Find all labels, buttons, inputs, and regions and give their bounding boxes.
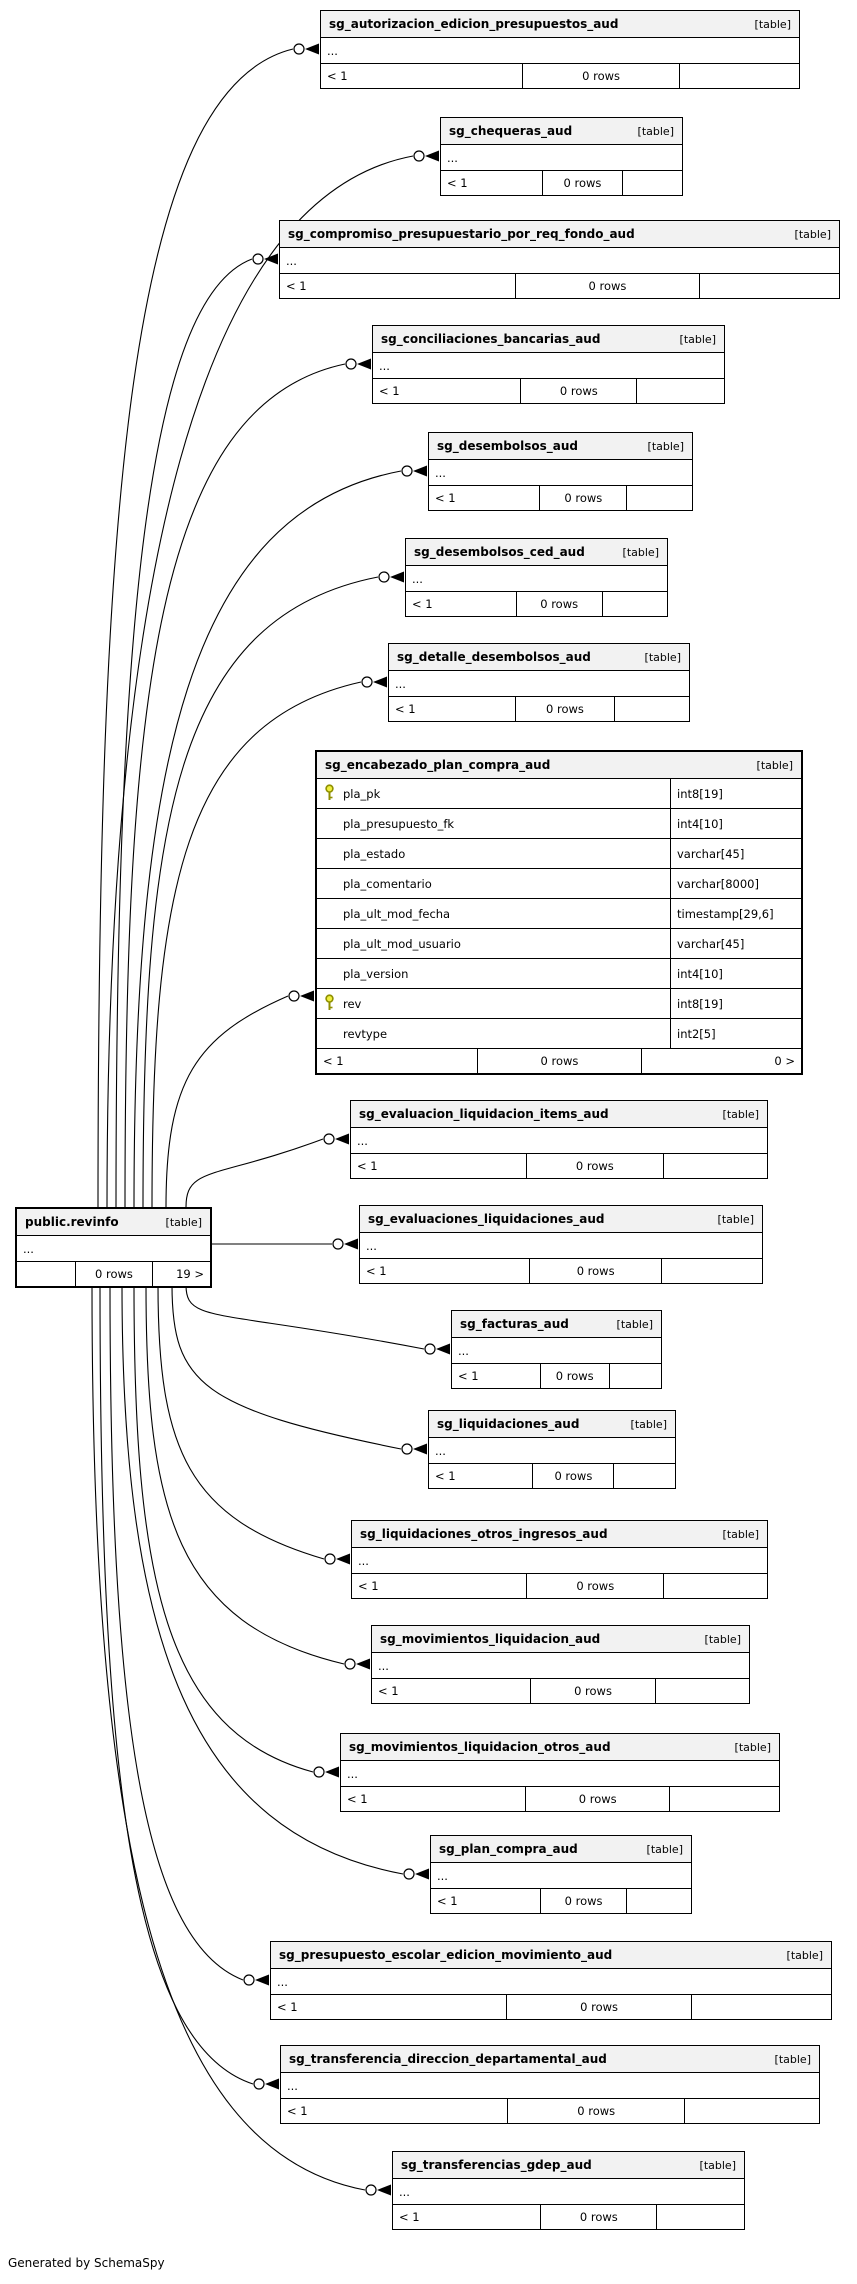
zero-or-many-circle: [314, 1767, 324, 1777]
footer-row-count: 0 rows: [506, 1995, 691, 2019]
hidden-columns-row: ...: [372, 1653, 749, 1679]
hidden-columns-row: ...: [321, 38, 799, 64]
footer-parent-degree: < 1: [435, 491, 456, 505]
table-footer: [372, 1679, 749, 1703]
zero-or-many-circle: [404, 1869, 414, 1879]
table-tag: [table]: [646, 1842, 683, 1856]
table-header-sg_chequeras_aud[interactable]: [441, 118, 682, 145]
footer-row-count: 0 rows: [515, 697, 614, 721]
footer-parent-degree: < 1: [347, 1792, 368, 1806]
footer-row-count: 0 rows: [520, 379, 636, 403]
footer-row-count: 0 rows: [526, 1574, 663, 1598]
table-tag: [table]: [722, 1527, 759, 1541]
footer-row-count: 0 rows: [540, 1889, 626, 1913]
arrowhead: [325, 1767, 339, 1778]
table-footer: [317, 1049, 801, 1073]
table-title[interactable]: sg_encabezado_plan_compra_aud: [325, 758, 551, 772]
table-footer: [321, 64, 799, 88]
table-header-sg_movimientos_liquidacion_aud[interactable]: [372, 1626, 749, 1653]
column-type: int4[10]: [670, 959, 801, 988]
fk-connector-sg_movimientos_liquidacion_aud: [146, 1285, 344, 1664]
hidden-columns-row: ...: [352, 1548, 767, 1574]
table-tag: [table]: [165, 1215, 202, 1229]
footer-child-degree: [626, 1889, 691, 1913]
column-name: pla_ult_mod_fecha: [343, 906, 451, 921]
footer-row-count: 0 rows: [515, 274, 699, 298]
table-tag: [table]: [622, 545, 659, 559]
arrowhead: [390, 572, 404, 583]
arrowhead: [265, 2079, 279, 2090]
footer-child-degree: [655, 1679, 749, 1703]
table-node-sg_liquidaciones_aud: [428, 1410, 676, 1489]
zero-or-many-circle: [324, 1134, 334, 1144]
fk-connector-sg_autorizacion_edicion_presupuestos_aud: [98, 49, 293, 1207]
table-node-sg_presupuesto_escolar_edicion_movimiento_aud: [270, 1941, 832, 2020]
table-footer: [393, 2205, 744, 2229]
column-row-pla_pk: [317, 779, 801, 809]
table-header-sg_liquidaciones_otros_ingresos_aud[interactable]: [352, 1521, 767, 1548]
zero-or-many-circle: [414, 151, 424, 161]
footer-parent-degree: < 1: [458, 1369, 479, 1383]
footer-parent-degree: < 1: [437, 1894, 458, 1908]
table-title[interactable]: sg_detalle_desembolsos_aud: [397, 650, 591, 664]
table-header-sg_autorizacion_edicion_presupuestos_aud[interactable]: [321, 11, 799, 38]
table-title[interactable]: sg_chequeras_aud: [449, 124, 573, 138]
hidden-columns-row: ...: [431, 1863, 691, 1889]
footer-row-count: 0 rows: [532, 1464, 613, 1488]
column-name: pla_estado: [343, 846, 406, 861]
footer-child-degree: [684, 2099, 819, 2123]
column-row-pla_estado: [317, 839, 801, 869]
footer-row-count: 0 rows: [526, 1154, 663, 1178]
footer-row-count: 0 rows: [539, 486, 626, 510]
hidden-columns-row: ...: [389, 671, 689, 697]
table-header-sg_transferencias_gdep_aud[interactable]: [393, 2152, 744, 2179]
table-header-sg_desembolsos_aud[interactable]: [429, 433, 692, 460]
table-header-sg_encabezado_plan_compra_aud[interactable]: [317, 752, 801, 779]
hidden-columns-row: ...: [271, 1969, 831, 1995]
table-footer: [360, 1259, 762, 1283]
footer-child-degree: [656, 2205, 744, 2229]
column-name: revtype: [343, 1026, 388, 1041]
table-tag: [table]: [794, 227, 831, 241]
footer-row-count: 0 rows: [540, 1364, 609, 1388]
zero-or-many-circle: [346, 359, 356, 369]
zero-or-many-circle: [379, 572, 389, 582]
table-title[interactable]: sg_desembolsos_aud: [437, 439, 578, 453]
table-footer: [341, 1787, 779, 1811]
footer-child-degree: [609, 1364, 661, 1388]
table-header-public.revinfo[interactable]: [17, 1209, 210, 1236]
footer-parent-degree: < 1: [357, 1159, 378, 1173]
footer-row-count: 0 rows: [525, 1787, 670, 1811]
arrowhead: [264, 254, 278, 265]
table-footer: [271, 1995, 831, 2019]
table-footer: [280, 274, 839, 298]
table-node-sg_evaluaciones_liquidaciones_aud: [359, 1205, 763, 1284]
table-title[interactable]: sg_movimientos_liquidacion_otros_aud: [349, 1740, 611, 1754]
footer-child-degree: [661, 1259, 762, 1283]
table-title[interactable]: sg_evaluaciones_liquidaciones_aud: [368, 1212, 605, 1226]
arrowhead: [305, 44, 319, 55]
table-title[interactable]: sg_transferencias_gdep_aud: [401, 2158, 592, 2172]
zero-or-many-circle: [294, 44, 304, 54]
column-name: pla_presupuesto_fk: [343, 816, 455, 831]
column-type: varchar[8000]: [670, 869, 801, 898]
table-title[interactable]: sg_movimientos_liquidacion_aud: [380, 1632, 601, 1646]
table-tag: [table]: [722, 1107, 759, 1121]
table-tag: [table]: [644, 650, 681, 664]
footer-parent-degree: < 1: [358, 1579, 379, 1593]
table-footer: [352, 1574, 767, 1598]
hidden-columns-row: ...: [441, 145, 682, 171]
column-row-pla_ult_mod_usuario: [317, 929, 801, 959]
footer-row-count: 0 rows: [529, 1259, 662, 1283]
table-footer: [351, 1154, 767, 1178]
column-name: rev: [317, 989, 670, 1018]
table-tag: [table]: [679, 332, 716, 346]
footer-child-degree: 19 >: [152, 1262, 210, 1286]
zero-or-many-circle: [289, 991, 299, 1001]
fk-connector-sg_conciliaciones_bancarias_aud: [125, 364, 345, 1207]
footer-parent-degree: < 1: [287, 2104, 308, 2118]
footer-child-degree: [669, 1787, 779, 1811]
footer-parent-degree: < 1: [366, 1264, 387, 1278]
table-footer: [431, 1889, 691, 1913]
arrowhead: [415, 1869, 429, 1880]
table-footer: [429, 1464, 675, 1488]
fk-connector-sg_evaluacion_liquidacion_items_aud: [186, 1139, 323, 1207]
table-tag: [table]: [754, 17, 791, 31]
zero-or-many-circle: [254, 2079, 264, 2089]
table-header-sg_compromiso_presupuestario_por_req_fondo_aud[interactable]: [280, 221, 839, 248]
footer-parent-degree: < 1: [277, 2000, 298, 2014]
table-node-sg_plan_compra_aud: [430, 1835, 692, 1914]
arrowhead: [436, 1344, 450, 1355]
table-header-sg_detalle_desembolsos_aud[interactable]: [389, 644, 689, 671]
table-title[interactable]: sg_liquidaciones_otros_ingresos_aud: [360, 1527, 608, 1541]
footer-parent-degree: < 1: [395, 702, 416, 716]
arrowhead: [413, 1444, 427, 1455]
footer-parent-degree: < 1: [323, 1054, 344, 1068]
table-footer: [406, 592, 667, 616]
footer-parent-degree: < 1: [447, 176, 468, 190]
table-title[interactable]: sg_plan_compra_aud: [439, 1842, 578, 1856]
footer-row-count: 0 rows: [507, 2099, 685, 2123]
table-footer: [17, 1262, 210, 1286]
zero-or-many-circle: [244, 1975, 254, 1985]
column-type: varchar[45]: [670, 839, 801, 868]
table-title[interactable]: sg_transferencia_direccion_departamental_aud: [289, 2052, 607, 2066]
table-header-sg_evaluacion_liquidacion_items_aud[interactable]: [351, 1101, 767, 1128]
arrowhead: [357, 359, 371, 370]
table-tag: [table]: [734, 1740, 771, 1754]
arrowhead: [377, 2185, 391, 2196]
hidden-columns-row: ...: [393, 2179, 744, 2205]
footer-row-count: 0 rows: [540, 2205, 656, 2229]
zero-or-many-circle: [333, 1239, 343, 1249]
zero-or-many-circle: [362, 677, 372, 687]
footer-child-degree: [613, 1464, 675, 1488]
table-node-sg_evaluacion_liquidacion_items_aud: [350, 1100, 768, 1179]
table-header-sg_facturas_aud[interactable]: [452, 1311, 661, 1338]
column-type: varchar[45]: [670, 929, 801, 958]
hidden-columns-row: ...: [280, 248, 839, 274]
arrowhead: [344, 1239, 358, 1250]
footer-child-degree: [602, 592, 667, 616]
table-node-sg_movimientos_liquidacion_aud: [371, 1625, 750, 1704]
table-node-sg_chequeras_aud: [440, 117, 683, 196]
table-title[interactable]: sg_compromiso_presupuestario_por_req_fondo_aud: [288, 227, 635, 241]
table-node-sg_facturas_aud: [451, 1310, 662, 1389]
hidden-columns-row: ...: [341, 1761, 779, 1787]
fk-connector-sg_facturas_aud: [186, 1285, 424, 1349]
table-node-public.revinfo: [15, 1207, 212, 1288]
zero-or-many-circle: [325, 1554, 335, 1564]
footer-parent-degree: < 1: [327, 69, 348, 83]
table-tag: [table]: [786, 1948, 823, 1962]
footer-parent-degree: < 1: [435, 1469, 456, 1483]
column-type: int2[5]: [670, 1019, 801, 1048]
footer-child-degree: [691, 1995, 831, 2019]
hidden-columns-row: ...: [452, 1338, 661, 1364]
table-footer: [373, 379, 724, 403]
table-footer: [441, 171, 682, 195]
hidden-columns-row: ...: [429, 1438, 675, 1464]
footer-parent-degree: < 1: [379, 384, 400, 398]
footer-child-degree: [636, 379, 724, 403]
arrowhead: [255, 1975, 269, 1986]
footer-child-degree: [626, 486, 692, 510]
arrowhead: [335, 1134, 349, 1145]
table-title[interactable]: sg_presupuesto_escolar_edicion_movimiento_aud: [279, 1948, 613, 1962]
table-tag: [table]: [774, 2052, 811, 2066]
table-node-sg_detalle_desembolsos_aud: [388, 643, 690, 722]
arrowhead: [373, 677, 387, 688]
table-header-sg_liquidaciones_aud[interactable]: [429, 1411, 675, 1438]
table-node-sg_movimientos_liquidacion_otros_aud: [340, 1733, 780, 1812]
column-row-pla_comentario: [317, 869, 801, 899]
table-tag: [table]: [647, 439, 684, 453]
column-type: int8[19]: [670, 779, 801, 808]
footer-child-degree: [622, 171, 682, 195]
table-title[interactable]: sg_evaluacion_liquidacion_items_aud: [359, 1107, 609, 1121]
table-node-sg_encabezado_plan_compra_aud: [315, 750, 803, 1075]
footer-row-count: 0 rows: [542, 171, 622, 195]
table-title[interactable]: sg_desembolsos_ced_aud: [414, 545, 585, 559]
footer-parent-degree: < 1: [286, 279, 307, 293]
table-tag: [table]: [630, 1417, 667, 1431]
footer-child-degree: 0 >: [641, 1049, 801, 1073]
primary-key-icon: [324, 994, 335, 1015]
hidden-columns-row: ...: [373, 353, 724, 379]
hidden-columns-row: ...: [360, 1233, 762, 1259]
footer-row-count: 0 rows: [516, 592, 602, 616]
hidden-columns-row: ...: [17, 1236, 210, 1262]
table-tag: [table]: [704, 1632, 741, 1646]
primary-key-icon: [324, 784, 335, 805]
zero-or-many-circle: [253, 254, 263, 264]
fk-connector-sg_transferencia_direccion_departamental_aud: [100, 1285, 253, 2084]
table-footer: [281, 2099, 819, 2123]
footer-parent-degree: < 1: [399, 2210, 420, 2224]
footer-row-count: 0 rows: [75, 1262, 152, 1286]
table-node-sg_compromiso_presupuestario_por_req_fondo_aud: [279, 220, 840, 299]
table-header-sg_movimientos_liquidacion_otros_aud[interactable]: [341, 1734, 779, 1761]
table-tag: [table]: [756, 758, 793, 772]
arrowhead: [300, 991, 314, 1002]
table-tag: [table]: [699, 2158, 736, 2172]
footer-row-count: 0 rows: [477, 1049, 642, 1073]
footer-parent-degree: < 1: [378, 1684, 399, 1698]
fk-connector-sg_presupuesto_escolar_edicion_movimiento_aud: [110, 1285, 243, 1980]
column-name: pla_ult_mod_usuario: [343, 936, 461, 951]
footer-child-degree: [679, 64, 799, 88]
table-header-sg_presupuesto_escolar_edicion_movimiento_aud[interactable]: [271, 1942, 831, 1969]
table-node-sg_transferencia_direccion_departamental_aud: [280, 2045, 820, 2124]
generated-by-caption: Generated by SchemaSpy: [8, 2256, 165, 2270]
footer-child-degree: [663, 1574, 767, 1598]
footer-parent-degree: [17, 1262, 75, 1286]
hidden-columns-row: ...: [281, 2073, 819, 2099]
arrowhead: [425, 151, 439, 162]
hidden-columns-row: ...: [429, 460, 692, 486]
arrowhead: [336, 1554, 350, 1565]
arrowhead: [413, 466, 427, 477]
column-row-pla_presupuesto_fk: [317, 809, 801, 839]
fk-connector-sg_liquidaciones_aud: [172, 1285, 401, 1449]
hidden-columns-row: ...: [406, 566, 667, 592]
column-name: pla_comentario: [343, 876, 432, 891]
table-title[interactable]: public.revinfo: [25, 1215, 119, 1229]
table-title[interactable]: sg_conciliaciones_bancarias_aud: [381, 332, 601, 346]
footer-child-degree: [614, 697, 689, 721]
table-node-sg_desembolsos_aud: [428, 432, 693, 511]
table-header-sg_transferencia_direccion_departamental_aud[interactable]: [281, 2046, 819, 2073]
table-node-sg_transferencias_gdep_aud: [392, 2151, 745, 2230]
table-title[interactable]: sg_liquidaciones_aud: [437, 1417, 580, 1431]
table-node-sg_autorizacion_edicion_presupuestos_aud: [320, 10, 800, 89]
table-header-sg_conciliaciones_bancarias_aud[interactable]: [373, 326, 724, 353]
footer-parent-degree: < 1: [412, 597, 433, 611]
column-type: int8[19]: [670, 989, 801, 1018]
table-header-sg_plan_compra_aud[interactable]: [431, 1836, 691, 1863]
column-type: int4[10]: [670, 809, 801, 838]
fk-connector-sg_liquidaciones_otros_ingresos_aud: [158, 1285, 324, 1559]
column-row-rev: [317, 989, 801, 1019]
table-node-sg_liquidaciones_otros_ingresos_aud: [351, 1520, 768, 1599]
column-row-revtype: [317, 1019, 801, 1049]
footer-child-degree: [699, 274, 839, 298]
column-name: pla_version: [343, 966, 409, 981]
hidden-columns-row: ...: [351, 1128, 767, 1154]
fk-connector-sg_encabezado_plan_compra_aud: [166, 996, 288, 1207]
arrowhead: [356, 1659, 370, 1670]
zero-or-many-circle: [366, 2185, 376, 2195]
table-title[interactable]: sg_facturas_aud: [460, 1317, 569, 1331]
column-row-pla_version: [317, 959, 801, 989]
table-footer: [389, 697, 689, 721]
table-header-sg_desembolsos_ced_aud[interactable]: [406, 539, 667, 566]
zero-or-many-circle: [402, 1444, 412, 1454]
table-footer: [452, 1364, 661, 1388]
footer-child-degree: [663, 1154, 767, 1178]
table-footer: [429, 486, 692, 510]
column-name: pla_pk: [317, 779, 670, 808]
table-node-sg_conciliaciones_bancarias_aud: [372, 325, 725, 404]
zero-or-many-circle: [345, 1659, 355, 1669]
column-row-pla_ult_mod_fecha: [317, 899, 801, 929]
footer-row-count: 0 rows: [530, 1679, 654, 1703]
table-title[interactable]: sg_autorizacion_edicion_presupuestos_aud: [329, 17, 619, 31]
table-tag: [table]: [616, 1317, 653, 1331]
table-header-sg_evaluaciones_liquidaciones_aud[interactable]: [360, 1206, 762, 1233]
table-tag: [table]: [637, 124, 674, 138]
fk-connector-sg_compromiso_presupuestario_por_req_fondo_aud: [116, 259, 252, 1207]
footer-row-count: 0 rows: [522, 64, 680, 88]
zero-or-many-circle: [425, 1344, 435, 1354]
zero-or-many-circle: [402, 466, 412, 476]
table-node-sg_desembolsos_ced_aud: [405, 538, 668, 617]
column-type: timestamp[29,6]: [670, 899, 801, 928]
fk-connector-sg_movimientos_liquidacion_otros_aud: [134, 1285, 313, 1772]
table-tag: [table]: [717, 1212, 754, 1226]
